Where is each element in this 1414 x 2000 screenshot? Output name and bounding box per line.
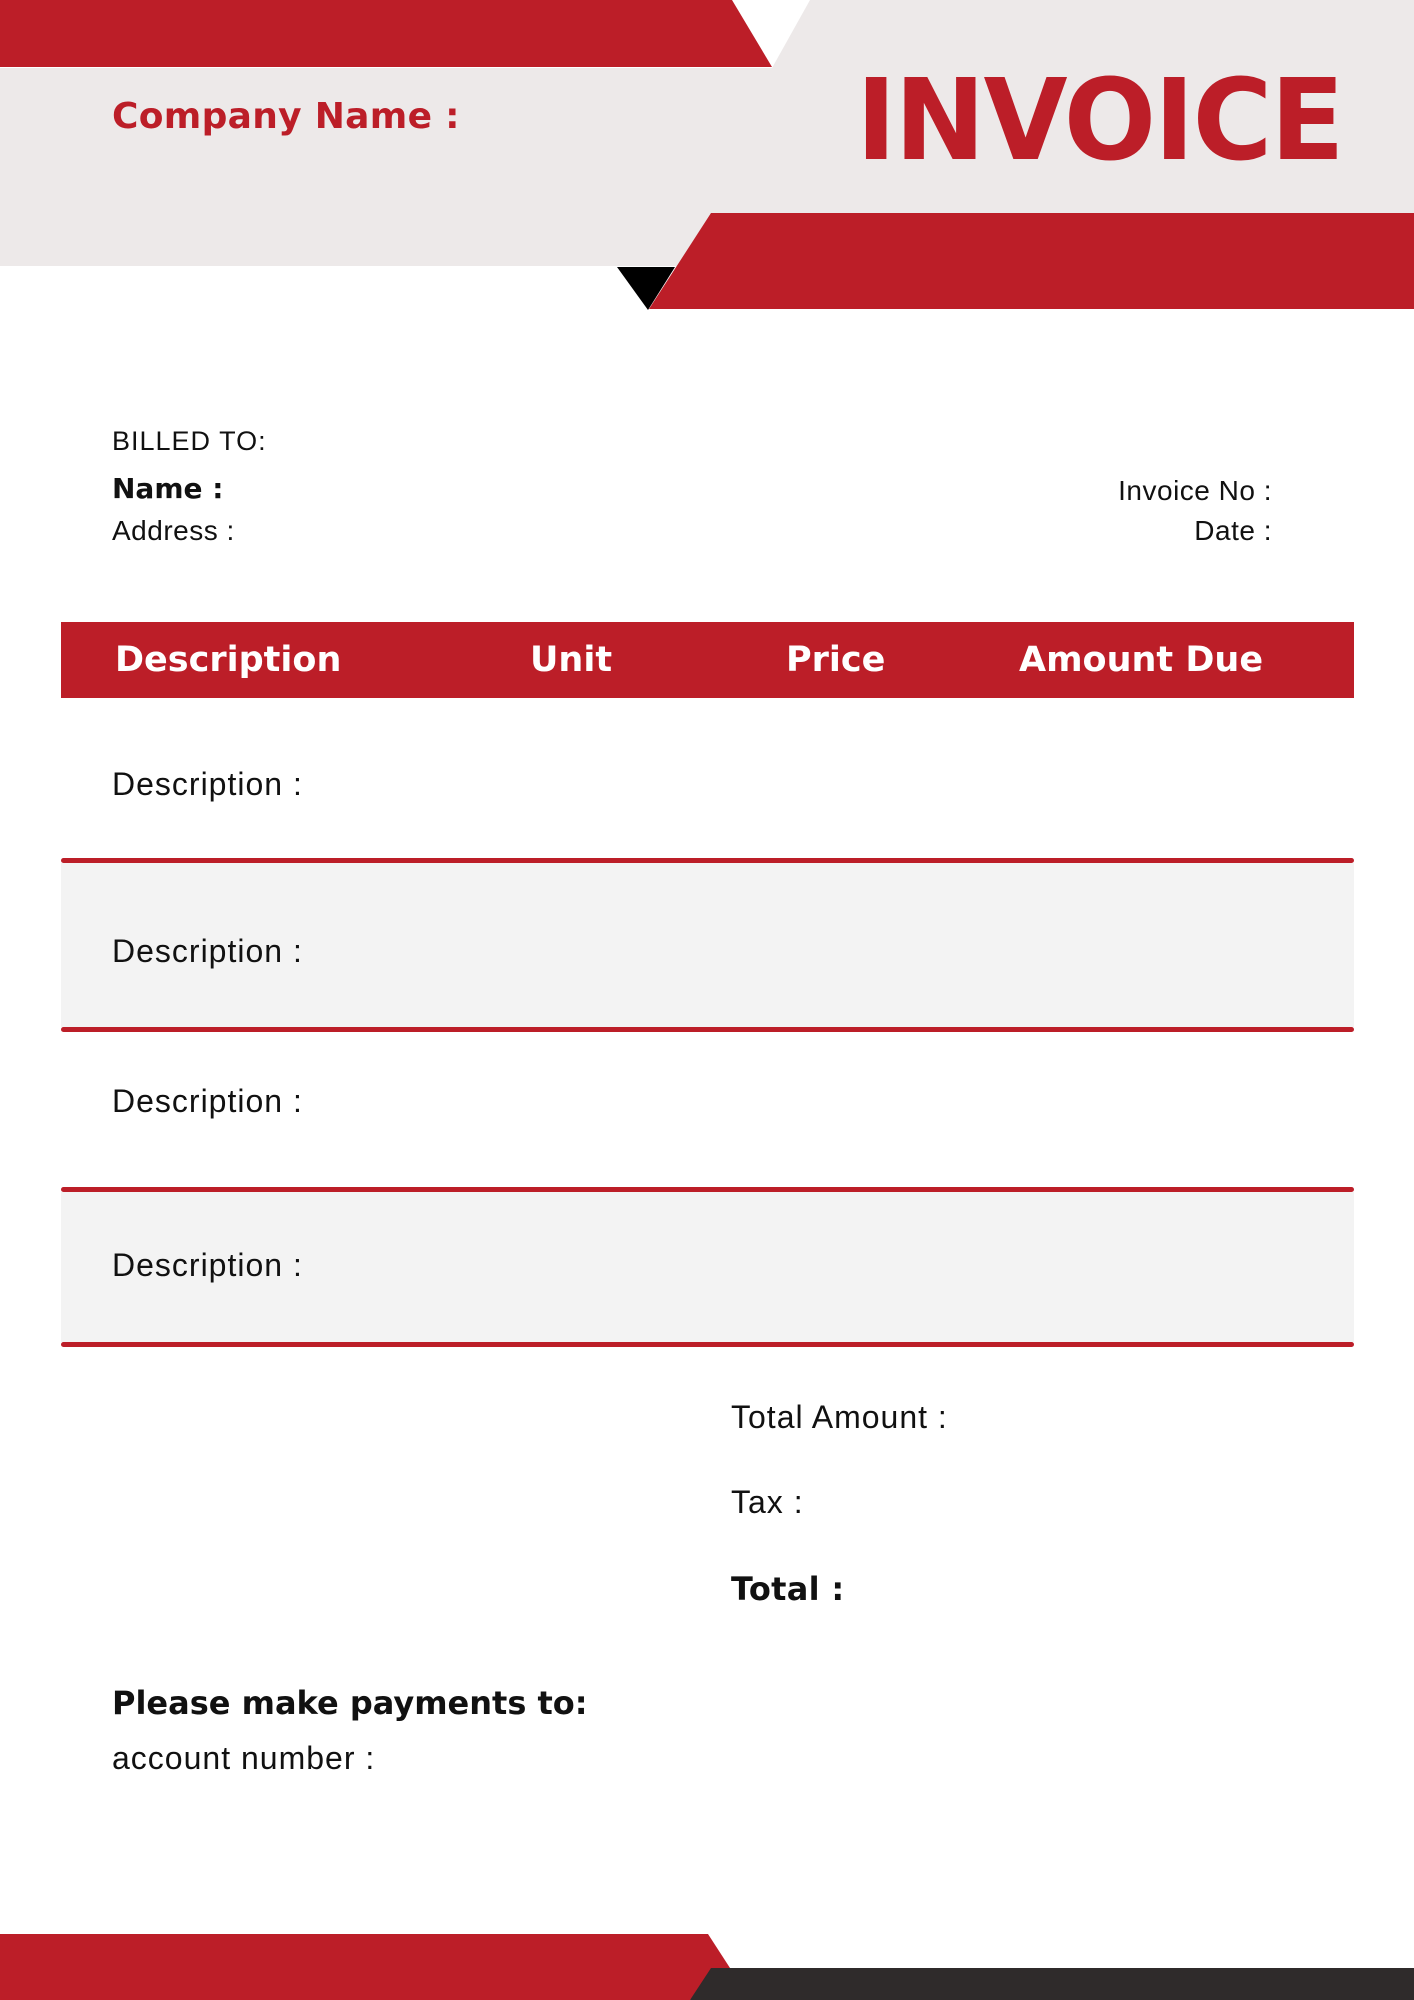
table-row (61, 1192, 1354, 1342)
table-row (61, 863, 1354, 1027)
footer-dark-bar (690, 1968, 1414, 2000)
payment-heading: Please make payments to: (112, 1684, 588, 1722)
table-row (61, 1032, 1354, 1187)
column-header-description: Description (115, 640, 342, 680)
row-divider (61, 1342, 1354, 1347)
invoice-title: INVOICE (856, 56, 1343, 186)
invoice-number-label: Invoice No : (1118, 475, 1272, 506)
row-description-label: Description : (112, 766, 303, 802)
column-header-unit: Unit (530, 640, 613, 680)
tax-label: Tax : (731, 1484, 804, 1520)
grand-total-label: Total : (731, 1570, 845, 1608)
column-header-price: Price (786, 640, 886, 680)
account-number-label: account number : (112, 1740, 376, 1776)
company-name-label: Company Name : (112, 96, 460, 137)
footer-red-bar (0, 1934, 730, 2000)
row-description-label: Description : (112, 1083, 303, 1119)
name-label: Name : (112, 472, 224, 505)
column-header-amount-due: Amount Due (1019, 640, 1264, 680)
billed-to-heading: BILLED TO: (112, 426, 267, 456)
header-red-band (649, 213, 1414, 309)
address-label: Address : (112, 515, 235, 546)
total-amount-label: Total Amount : (731, 1399, 948, 1435)
row-description-label: Description : (112, 1247, 303, 1283)
row-description-label: Description : (112, 933, 303, 969)
table-row (61, 698, 1354, 858)
table-header (61, 622, 1354, 698)
date-label: Date : (1194, 515, 1272, 546)
header-red-bar-top (0, 0, 772, 67)
